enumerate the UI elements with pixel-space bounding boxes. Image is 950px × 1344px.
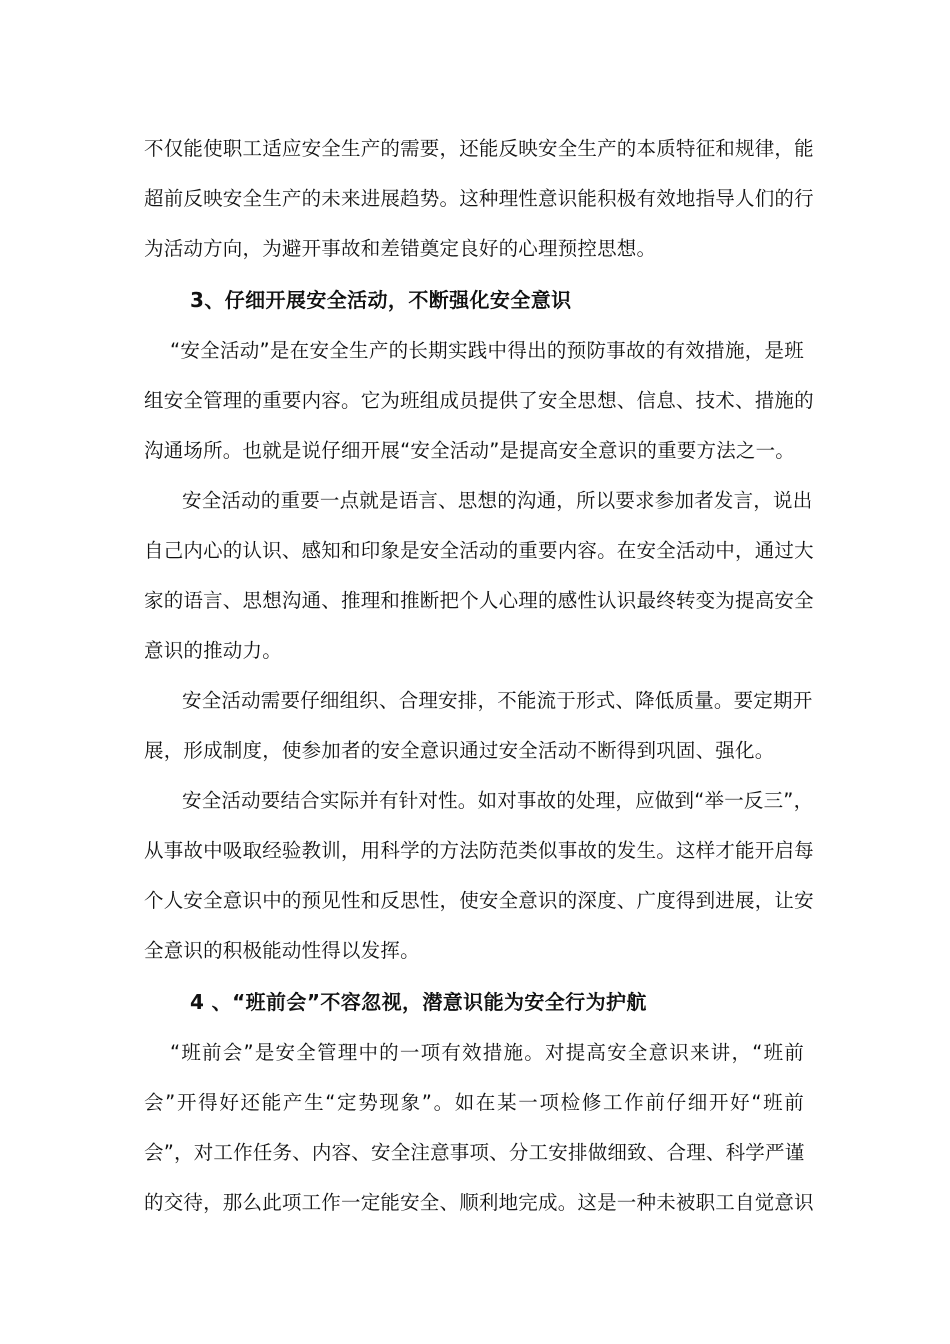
text-line: 会”开得好还能产生“定势现象”。如在某一项检修工作前仔细开好“班前 [144,1091,804,1114]
paragraph-safety-activity-definition [144,326,814,476]
text-line: 超前反映安全生产的未来进展趋势。这种理性意识能积极有效地指导人们的行 [144,187,814,210]
paragraph-intro [144,124,814,274]
section-heading-3: 3、仔细开展安全活动，不断强化安全意识 [190,288,572,312]
text-line: 个人安全意识中的预见性和反思性，使安全意识的深度、广度得到进展，让安 [144,889,814,912]
text-line: 意识的推动力。 [144,639,282,662]
text-line: 从事故中吸取经验教训，用科学的方法防范类似事故的发生。这样才能开启每 [144,839,814,862]
text-line: 展，形成制度，使参加者的安全意识通过安全活动不断得到巩固、强化。 [144,739,775,762]
text-line: 会”，对工作任务、内容、安全注意事项、分工安排做细致、合理、科学严谨 [144,1141,805,1164]
text-line: 安全活动的重要一点就是语言、思想的沟通，所以要求参加者发言，说出 [182,489,813,512]
text-line: 安全活动需要仔细组织、合理安排，不能流于形式、降低质量。要定期开 [182,689,813,712]
text-line: 为活动方向，为避开事故和差错奠定良好的心理预控思想。 [144,237,657,260]
paragraph-safety-activity-organization [144,676,813,776]
text-line: 全意识的积极能动性得以发挥。 [144,939,420,962]
text-line: “安全活动”是在安全生产的长期实践中得出的预防事故的有效措施，是班 [170,339,804,362]
paragraph-safety-activity-communication [144,476,814,676]
paragraph-safety-activity-practical [144,776,814,976]
text-line: 的交待，那么此项工作一定能安全、顺利地完成。这是一种未被职工自觉意识 [144,1191,814,1214]
text-line: 安全活动要结合实际并有针对性。如对事故的处理，应做到“举一反三”， [182,789,814,812]
text-line: “班前会”是安全管理中的一项有效措施。对提高安全意识来讲，“班前 [170,1041,804,1064]
document-page [144,124,814,1228]
text-line: 组安全管理的重要内容。它为班组成员提供了安全思想、信息、技术、措施的 [144,389,814,412]
text-line: 沟通场所。也就是说仔细开展“安全活动”是提高安全意识的重要方法之一。 [144,439,796,462]
text-line: 不仅能使职工适应安全生产的需要，还能反映安全生产的本质特征和规律，能 [144,137,814,160]
paragraph-pre-shift-meeting [144,1028,814,1228]
text-line: 自己内心的认识、感知和印象是安全活动的重要内容。在安全活动中，通过大 [144,539,814,562]
text-line: 家的语言、思想沟通、推理和推断把个人心理的感性认识最终转变为提高安全 [144,589,814,612]
section-heading-4: 4 、“班前会”不容忽视，潜意识能为安全行为护航 [190,990,647,1014]
